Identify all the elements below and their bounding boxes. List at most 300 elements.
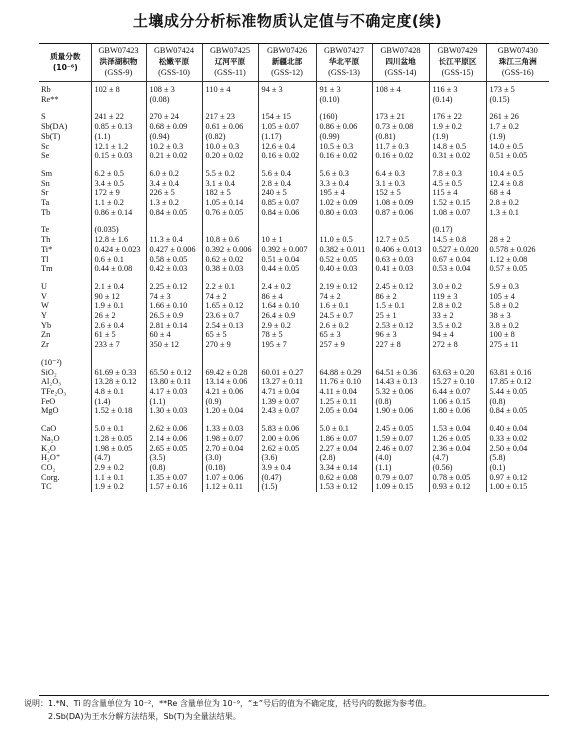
- table-row: [39, 311, 549, 321]
- value-cell: 0.40 ± 0.04: [486, 424, 549, 434]
- value-cell: 0.79 ± 0.07: [372, 473, 429, 483]
- value-cell: [316, 358, 372, 368]
- value-cell: 0.85 ± 0.13: [91, 122, 146, 132]
- value-cell: (160): [316, 112, 372, 122]
- column-header-gss: (GSS-9): [104, 68, 133, 77]
- value-cell: 0.51 ± 0.04: [258, 255, 316, 265]
- value-cell: 1.57 ± 0.16: [146, 482, 202, 492]
- value-cell: 1.02 ± 0.09: [316, 198, 372, 208]
- column-header-code: GBW07424: [153, 46, 195, 55]
- value-cell: [258, 358, 316, 368]
- column-header: [202, 43, 258, 82]
- value-cell: 25 ± 1: [372, 311, 429, 321]
- table-row: [39, 377, 549, 387]
- value-cell: 173 ± 5: [486, 85, 549, 95]
- value-cell: 0.15 ± 0.03: [91, 151, 146, 161]
- value-cell: 0.53 ± 0.04: [429, 264, 486, 274]
- value-cell: 65 ± 3: [316, 330, 372, 340]
- value-cell: 14.0 ± 0.5: [486, 142, 549, 152]
- column-header-gss: (GSS-13): [328, 68, 360, 77]
- value-cell: 0.527 ± 0.020: [429, 245, 486, 255]
- value-cell: (5.8): [486, 453, 549, 463]
- value-cell: 2.45 ± 0.12: [372, 282, 429, 292]
- header-first-col-line: 质量分数: [50, 51, 81, 61]
- value-cell: 2.27 ± 0.04: [316, 444, 372, 454]
- value-cell: 61 ± 5: [91, 330, 146, 340]
- footnote-2: 2.Sb(DA)为王水分解方法结果，Sb(T)为全量法结果。: [48, 712, 241, 721]
- column-header-gss: (GSS-16): [501, 68, 534, 77]
- table-row: [39, 169, 549, 179]
- table-row: [39, 245, 549, 255]
- value-cell: (0.17): [429, 225, 486, 235]
- value-cell: 2.62 ± 0.05: [258, 444, 316, 454]
- value-cell: 74 ± 3: [146, 292, 202, 302]
- column-header-name: 洪泽湖积物: [99, 57, 138, 66]
- element-label: Sn: [41, 178, 50, 188]
- value-cell: 1.28 ± 0.05: [91, 434, 146, 444]
- value-cell: 0.76 ± 0.05: [202, 208, 258, 218]
- value-cell: 0.52 ± 0.05: [316, 255, 372, 265]
- value-cell: [258, 225, 316, 235]
- value-cell: 5.8 ± 0.2: [486, 301, 549, 311]
- table-row: [39, 301, 549, 311]
- value-cell: 90 ± 12: [91, 292, 146, 302]
- table-row: [39, 85, 549, 95]
- value-cell: 0.73 ± 0.08: [372, 122, 429, 132]
- value-cell: 261 ± 26: [486, 112, 549, 122]
- value-cell: 1.07 ± 0.06: [202, 473, 258, 483]
- column-header-name: 华北平原: [328, 57, 360, 66]
- value-cell: 0.87 ± 0.06: [372, 208, 429, 218]
- value-cell: 2.25 ± 0.12: [146, 282, 202, 292]
- value-cell: 0.33 ± 0.02: [486, 434, 549, 444]
- column-header-gss: (GSS-10): [158, 68, 190, 77]
- value-cell: 1.3 ± 0.2: [146, 198, 202, 208]
- value-cell: 0.382 ± 0.011: [316, 245, 372, 255]
- value-cell: 1.66 ± 0.10: [146, 301, 202, 311]
- value-cell: 0.44 ± 0.08: [91, 264, 146, 274]
- value-cell: 1.26 ± 0.05: [429, 434, 486, 444]
- value-cell: 0.406 ± 0.013: [372, 245, 429, 255]
- value-cell: 28 ± 2: [486, 235, 549, 245]
- value-cell: 1.3 ± 0.1: [486, 208, 549, 218]
- value-cell: 2.45 ± 0.05: [372, 424, 429, 434]
- element-label: W: [41, 301, 49, 311]
- element-label: Tl: [41, 254, 49, 264]
- value-cell: 176 ± 22: [429, 112, 486, 122]
- column-header: [372, 43, 429, 82]
- value-cell: 0.16 ± 0.02: [372, 151, 429, 161]
- value-cell: 10.0 ± 0.3: [202, 142, 258, 152]
- table-row: [39, 112, 549, 122]
- value-cell: 12.1 ± 1.2: [91, 142, 146, 152]
- column-header-gss: (GSS-15): [441, 68, 474, 77]
- value-cell: 1.7 ± 0.2: [486, 122, 549, 132]
- value-cell: 152 ± 5: [372, 188, 429, 198]
- element-label: Y: [41, 311, 47, 321]
- value-cell: 94 ± 3: [258, 85, 316, 95]
- value-cell: 1.06 ± 0.15: [429, 397, 486, 407]
- element-label: SiO₂: [41, 367, 57, 377]
- value-cell: (0.99): [316, 132, 372, 142]
- value-cell: 3.1 ± 0.3: [372, 179, 429, 189]
- element-label: Zn: [41, 330, 51, 340]
- value-cell: 0.424 ± 0.023: [91, 245, 146, 255]
- value-cell: 2.9 ± 0.2: [91, 463, 146, 473]
- column-header: [429, 43, 486, 82]
- value-cell: 65 ± 5: [202, 330, 258, 340]
- value-cell: 4.71 ± 0.04: [258, 387, 316, 397]
- element-label: Corg.: [41, 472, 60, 482]
- value-cell: 1.52 ± 0.15: [429, 198, 486, 208]
- value-cell: [429, 358, 486, 368]
- value-cell: (0.8): [372, 397, 429, 407]
- value-cell: 110 ± 4: [202, 85, 258, 95]
- value-cell: 195 ± 7: [258, 340, 316, 350]
- element-label: Sb(T): [41, 131, 61, 141]
- table-row: [39, 434, 549, 444]
- value-cell: (0.82): [202, 132, 258, 142]
- value-cell: [202, 358, 258, 368]
- value-cell: 12.8 ± 1.6: [91, 235, 146, 245]
- value-cell: 2.62 ± 0.06: [146, 424, 202, 434]
- value-cell: 270 ± 24: [146, 112, 202, 122]
- value-cell: [258, 95, 316, 105]
- table-row: [39, 444, 549, 454]
- value-cell: 0.78 ± 0.05: [429, 473, 486, 483]
- value-cell: [486, 225, 549, 235]
- value-cell: 68 ± 4: [486, 188, 549, 198]
- column-header-name: 松嫩平原: [158, 57, 190, 66]
- element-label: Re**: [41, 94, 59, 104]
- value-cell: 78 ± 5: [258, 330, 316, 340]
- value-cell: 38 ± 3: [486, 311, 549, 321]
- element-label: Sc: [41, 141, 50, 151]
- value-cell: 0.63 ± 0.03: [372, 255, 429, 265]
- value-cell: 86 ± 2: [372, 292, 429, 302]
- element-label: CaO: [41, 424, 57, 434]
- value-cell: 2.6 ± 0.2: [316, 321, 372, 331]
- value-cell: 1.30 ± 0.03: [146, 406, 202, 416]
- value-cell: (1.1): [91, 132, 146, 142]
- value-cell: 1.9 ± 0.1: [91, 301, 146, 311]
- value-cell: 5.6 ± 0.3: [316, 169, 372, 179]
- group-spacer: [39, 350, 549, 358]
- value-cell: 64.51 ± 0.36: [372, 368, 429, 378]
- value-cell: 94 ± 4: [429, 330, 486, 340]
- value-cell: (3.6): [258, 453, 316, 463]
- value-cell: 1.35 ± 0.07: [146, 473, 202, 483]
- value-cell: 0.44 ± 0.05: [258, 264, 316, 274]
- value-cell: 2.36 ± 0.04: [429, 444, 486, 454]
- value-cell: 350 ± 12: [146, 340, 202, 350]
- value-cell: (1.1): [372, 463, 429, 473]
- element-label: U: [41, 281, 47, 291]
- value-cell: (0.15): [486, 95, 549, 105]
- value-cell: 1.65 ± 0.12: [202, 301, 258, 311]
- value-cell: 1.39 ± 0.07: [258, 397, 316, 407]
- value-cell: 115 ± 4: [429, 188, 486, 198]
- column-header-code: GBW07423: [98, 46, 139, 55]
- value-cell: 102 ± 8: [91, 85, 146, 95]
- value-cell: 0.84 ± 0.05: [486, 406, 549, 416]
- value-cell: 13.27 ± 0.11: [258, 377, 316, 387]
- value-cell: 1.1 ± 0.2: [91, 198, 146, 208]
- value-cell: 17.85 ± 0.12: [486, 377, 549, 387]
- value-cell: 33 ± 2: [429, 311, 486, 321]
- value-cell: (1.4): [91, 397, 146, 407]
- value-cell: [146, 225, 202, 235]
- value-cell: 26 ± 2: [91, 311, 146, 321]
- element-label: V: [41, 291, 47, 301]
- value-cell: 4.5 ± 0.5: [429, 179, 486, 189]
- value-cell: (0.56): [429, 463, 486, 473]
- element-label: Zr: [41, 340, 49, 350]
- value-cell: (1.17): [258, 132, 316, 142]
- table-row: [39, 473, 549, 483]
- value-cell: [372, 225, 429, 235]
- header-first-col-line: (10⁻⁶): [52, 62, 78, 72]
- value-cell: 10.2 ± 0.3: [146, 142, 202, 152]
- value-cell: 0.57 ± 0.05: [486, 264, 549, 274]
- table-row: [39, 225, 549, 235]
- table-row: [39, 188, 549, 198]
- value-cell: 5.44 ± 0.05: [486, 387, 549, 397]
- value-cell: 3.4 ± 0.4: [146, 179, 202, 189]
- element-label: S: [41, 112, 46, 122]
- table-row: [39, 95, 549, 105]
- value-cell: 233 ± 7: [91, 340, 146, 350]
- table-row: [39, 122, 549, 132]
- value-cell: 86 ± 4: [258, 292, 316, 302]
- value-cell: 60 ± 4: [146, 330, 202, 340]
- value-cell: 2.1 ± 0.4: [91, 282, 146, 292]
- column-header-name: 新疆北部: [271, 57, 303, 66]
- value-cell: 2.05 ± 0.04: [316, 406, 372, 416]
- value-cell: 1.05 ± 0.14: [202, 198, 258, 208]
- value-cell: 1.25 ± 0.11: [316, 397, 372, 407]
- value-cell: 154 ± 15: [258, 112, 316, 122]
- value-cell: (0.81): [372, 132, 429, 142]
- value-cell: 2.14 ± 0.06: [146, 434, 202, 444]
- table-row: [39, 282, 549, 292]
- value-cell: [372, 358, 429, 368]
- value-cell: 64.88 ± 0.29: [316, 368, 372, 378]
- value-cell: [202, 95, 258, 105]
- value-cell: 182 ± 5: [202, 188, 258, 198]
- value-cell: 275 ± 11: [486, 340, 549, 350]
- value-cell: [372, 95, 429, 105]
- element-label: Tm: [41, 264, 53, 274]
- standards-table: [39, 43, 549, 492]
- value-cell: 0.427 ± 0.006: [146, 245, 202, 255]
- element-label: Sm: [41, 168, 53, 178]
- value-cell: (3.5): [146, 453, 202, 463]
- table-row: [39, 292, 549, 302]
- value-cell: [316, 225, 372, 235]
- value-cell: 0.62 ± 0.08: [316, 473, 372, 483]
- element-label: Sb(DA): [41, 122, 68, 132]
- value-cell: 2.6 ± 0.4: [91, 321, 146, 331]
- table-row: [39, 424, 549, 434]
- value-cell: (1.9): [429, 132, 486, 142]
- value-cell: 0.51 ± 0.05: [486, 151, 549, 161]
- table-row: [39, 482, 549, 492]
- value-cell: 1.33 ± 0.03: [202, 424, 258, 434]
- column-header-gss: (GSS-14): [384, 68, 417, 77]
- value-cell: (0.9): [202, 397, 258, 407]
- value-cell: 270 ± 9: [202, 340, 258, 350]
- value-cell: 4.8 ± 0.1: [91, 387, 146, 397]
- column-header: [146, 43, 202, 82]
- column-header-code: GBW07430: [497, 46, 538, 55]
- page-title: 土壤成分分析标准物质认定值与不确定度(续): [132, 12, 443, 30]
- value-cell: 1.05 ± 0.07: [258, 122, 316, 132]
- value-cell: 0.578 ± 0.026: [486, 245, 549, 255]
- value-cell: (0.47): [258, 473, 316, 483]
- value-cell: 10.5 ± 0.3: [316, 142, 372, 152]
- value-cell: 257 ± 9: [316, 340, 372, 350]
- value-cell: 14.5 ± 0.8: [429, 235, 486, 245]
- value-cell: 3.1 ± 0.4: [202, 179, 258, 189]
- table-row: [39, 321, 549, 331]
- value-cell: 13.28 ± 0.12: [91, 377, 146, 387]
- value-cell: (3.0): [202, 453, 258, 463]
- value-cell: 105 ± 4: [486, 292, 549, 302]
- element-label: MgO: [41, 406, 59, 416]
- value-cell: (2.8): [316, 453, 372, 463]
- value-cell: 12.6 ± 0.4: [258, 142, 316, 152]
- table-row: [39, 406, 549, 416]
- value-cell: 23.6 ± 0.7: [202, 311, 258, 321]
- value-cell: 108 ± 4: [372, 85, 429, 95]
- group-spacer: [39, 274, 549, 282]
- value-cell: 5.83 ± 0.06: [258, 424, 316, 434]
- group-spacer: [39, 416, 549, 424]
- element-label: Sr: [41, 188, 49, 198]
- value-cell: 1.08 ± 0.07: [429, 208, 486, 218]
- element-label: CO₂: [41, 462, 56, 472]
- value-cell: (0.8): [486, 397, 549, 407]
- value-cell: (4.7): [429, 453, 486, 463]
- value-cell: 3.3 ± 0.4: [316, 179, 372, 189]
- group-spacer: [39, 161, 549, 169]
- value-cell: 0.68 ± 0.09: [146, 122, 202, 132]
- value-cell: 2.70 ± 0.04: [202, 444, 258, 454]
- table-row: [39, 330, 549, 340]
- element-label: Th: [41, 235, 51, 245]
- group-spacer: [39, 217, 549, 225]
- value-cell: 0.41 ± 0.03: [372, 264, 429, 274]
- value-cell: (0.94): [146, 132, 202, 142]
- value-cell: 5.32 ± 0.06: [372, 387, 429, 397]
- table-row: [39, 264, 549, 274]
- value-cell: 14.8 ± 0.5: [429, 142, 486, 152]
- table-header-row: [39, 43, 549, 82]
- table-row: [39, 132, 549, 142]
- value-cell: 2.43 ± 0.07: [258, 406, 316, 416]
- value-cell: 1.1 ± 0.1: [91, 473, 146, 483]
- value-cell: 1.00 ± 0.15: [486, 482, 549, 492]
- value-cell: 0.20 ± 0.02: [202, 151, 258, 161]
- table-row: [39, 358, 549, 368]
- value-cell: 226 ± 5: [146, 188, 202, 198]
- value-cell: 1.9 ± 0.2: [91, 482, 146, 492]
- value-cell: 1.64 ± 0.10: [258, 301, 316, 311]
- value-cell: 0.86 ± 0.14: [91, 208, 146, 218]
- table-row: [39, 151, 549, 161]
- value-cell: 11.76 ± 0.10: [316, 377, 372, 387]
- value-cell: 0.93 ± 0.12: [429, 482, 486, 492]
- value-cell: (4.7): [91, 453, 146, 463]
- value-cell: 2.00 ± 0.06: [258, 434, 316, 444]
- value-cell: (0.18): [202, 463, 258, 473]
- value-cell: 0.84 ± 0.06: [258, 208, 316, 218]
- value-cell: 2.65 ± 0.05: [146, 444, 202, 454]
- value-cell: (0.10): [316, 95, 372, 105]
- value-cell: 1.53 ± 0.12: [316, 482, 372, 492]
- element-label: Te: [41, 225, 50, 235]
- column-header: [258, 43, 316, 82]
- element-label: Ta: [41, 198, 50, 208]
- table-row: [39, 198, 549, 208]
- value-cell: 1.20 ± 0.04: [202, 406, 258, 416]
- value-cell: 241 ± 22: [91, 112, 146, 122]
- column-header-code: GBW07427: [323, 46, 365, 55]
- value-cell: 2.50 ± 0.04: [486, 444, 549, 454]
- value-cell: 63.81 ± 0.16: [486, 368, 549, 378]
- value-cell: 91 ± 3: [316, 85, 372, 95]
- value-cell: 2.4 ± 0.2: [258, 282, 316, 292]
- table-row: [39, 340, 549, 350]
- value-cell: 172 ± 9: [91, 188, 146, 198]
- column-header-name: 辽河平原: [214, 57, 246, 66]
- value-cell: 5.0 ± 0.1: [91, 424, 146, 434]
- value-cell: 108 ± 3: [146, 85, 202, 95]
- value-cell: 1.6 ± 0.1: [316, 301, 372, 311]
- element-label: (10⁻²): [41, 357, 62, 367]
- value-cell: 1.52 ± 0.18: [91, 406, 146, 416]
- value-cell: 74 ± 2: [316, 292, 372, 302]
- value-cell: 96 ± 3: [372, 330, 429, 340]
- element-label: FeO: [41, 396, 56, 406]
- value-cell: 14.43 ± 0.13: [372, 377, 429, 387]
- table-row: [39, 463, 549, 473]
- value-cell: 6.0 ± 0.2: [146, 169, 202, 179]
- value-cell: 6.2 ± 0.5: [91, 169, 146, 179]
- value-cell: 0.6 ± 0.1: [91, 255, 146, 265]
- value-cell: 0.40 ± 0.03: [316, 264, 372, 274]
- value-cell: 3.8 ± 0.2: [486, 321, 549, 331]
- value-cell: 26.5 ± 0.9: [146, 311, 202, 321]
- value-cell: [91, 358, 146, 368]
- value-cell: 1.90 ± 0.06: [372, 406, 429, 416]
- column-header: [486, 43, 549, 82]
- value-cell: 0.85 ± 0.07: [258, 198, 316, 208]
- value-cell: 3.4 ± 0.5: [91, 179, 146, 189]
- value-cell: 1.86 ± 0.07: [316, 434, 372, 444]
- value-cell: 0.97 ± 0.12: [486, 473, 549, 483]
- value-cell: 60.01 ± 0.27: [258, 368, 316, 378]
- value-cell: 5.9 ± 0.3: [486, 282, 549, 292]
- element-label: Al₂O₃: [41, 377, 62, 387]
- column-header: [316, 43, 372, 82]
- value-cell: 227 ± 8: [372, 340, 429, 350]
- value-cell: 0.61 ± 0.06: [202, 122, 258, 132]
- value-cell: 0.31 ± 0.02: [429, 151, 486, 161]
- value-cell: 1.09 ± 0.15: [372, 482, 429, 492]
- value-cell: (1.1): [146, 397, 202, 407]
